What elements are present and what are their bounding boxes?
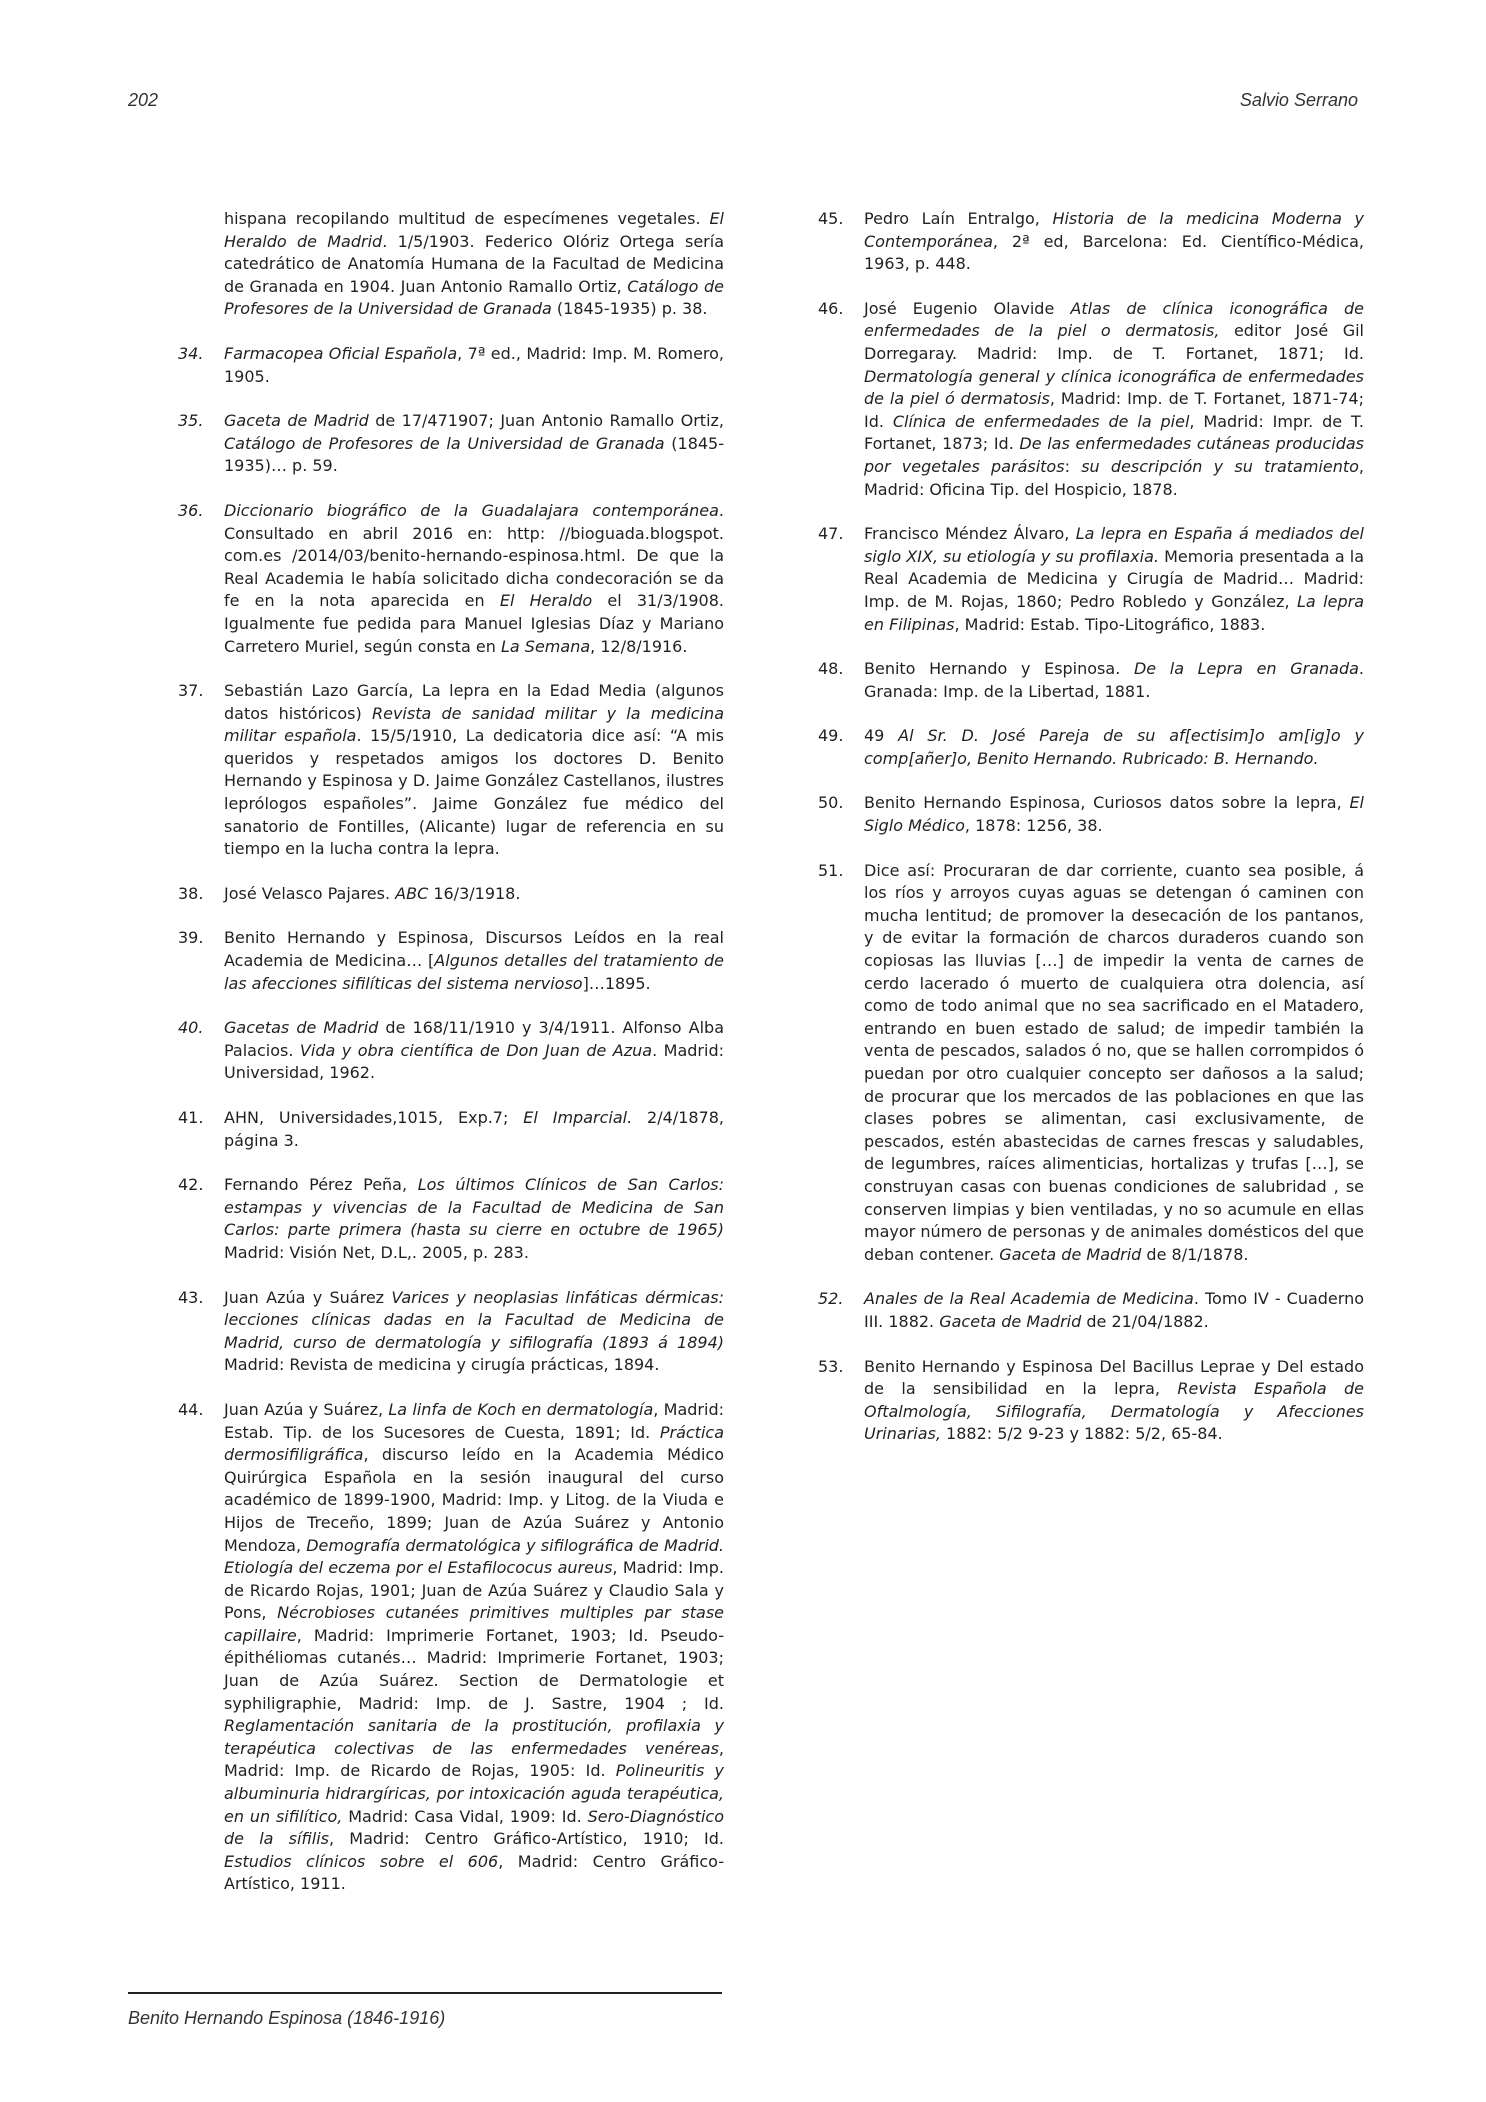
note-text: Benito Hernando y Espinosa.: [864, 659, 1134, 679]
note-italic-text: Catálogo de Profesores de la Universidad de Granada: [224, 276, 724, 319]
note-text: Madrid: Visión Net, D.L,. 2005, p. 283.: [224, 1242, 529, 1262]
footnote-50: [818, 792, 1364, 837]
note-italic-text: Gaceta de Madrid: [224, 411, 369, 431]
note-italic-text: Gaceta de Madrid: [939, 1311, 1082, 1331]
note-text: , Madrid: Imprimerie Fortanet, 1903; Id. Pseudo-épithéliomas cutanés… Madrid: Imprimerie Fortanet, 1903; Juan de Azúa Suárez. Section de Dermatologie et syphiligraphie, Madrid: Imp. de J. Sastre, 1904 ; Id.: [224, 1625, 724, 1713]
note-text: Dice así: Procuraran de dar corriente, cuanto sea posible, á los ríos y arroyos cuyas aguas se detengan ó caminen con mucha lentitud; de promover la desecación de los pantanos, y de evitar la formación de charcos duraderos cuando son copiosas las lluvias […] de impedir la venta de carnes de cerdo lacerado ó muerto de cualquiera otra dolencia, así como de todo animal que no sea sacrificado en el Matadero, entrando en buen estado de salud; de impedir también la venta de pescados, salados ó no, que se hallen corrompidos ó puedan por otro cualquier concepto ser dañosos a la salud; de procurar que los mercados de las poblaciones en que las clases pobres se alimentan, casi exclusivamente, de pescados, estén abastecidas de carnes frescas y saludables, de legumbres, raíces alimenticias, hortalizas y trufas […], se construyan casas con buenas condiciones de salubridad , se conserven limpias y bien ventiladas, y no so acumule en ellas mayor número de personas y de animales domésticos del que deban contener.: [864, 860, 1364, 1264]
footnote-52: [818, 1288, 1364, 1333]
running-head-author: Salvio Serrano: [1239, 90, 1358, 110]
page-number: 202: [128, 90, 159, 110]
note-text: , 1878: 1256, 38.: [964, 816, 1103, 836]
note-italic-text: Reglamentación sanitaria de la prostitución, profilaxia y terapéutica colectivas de las enfermedades venéreas: [224, 1716, 724, 1758]
note-text: , Madrid: Impr. de T. Fortanet, 1873; Id.: [864, 411, 1364, 454]
note-italic-text: Estudios clínicos sobre el 606: [224, 1851, 499, 1871]
footnote-43: [178, 1287, 724, 1377]
note-italic-text: De la Lepra en Granada: [1133, 659, 1359, 679]
note-italic-text: La lepra en Filipinas: [864, 591, 1365, 634]
footnote-39: [178, 927, 724, 995]
note-italic-text: Gacetas de Madrid: [224, 1018, 379, 1038]
left-notes-list: [178, 343, 724, 1896]
note-italic-text: Dermatología general y clínica iconográfica de enfermedades de la piel ó dermatosis: [864, 366, 1364, 409]
note-italic-text: Demografía dermatológica y sifilográfica de Madrid. Etiología del eczema por el Estafilococus aureus: [224, 1535, 725, 1578]
footnote-number: 41.: [178, 1108, 204, 1127]
note-italic-text: Polineuritis y albuminuria hidrargíricas, por intoxicación aguda terapéutica, en un sifilítico,: [224, 1761, 724, 1826]
note-text: (1845-1935) p. 38.: [551, 299, 708, 319]
footnote-number: 48.: [818, 659, 844, 679]
footnote-48: [818, 658, 1364, 703]
footnote-number: 42.: [178, 1175, 204, 1195]
note-italic-text: Catálogo de Profesores de la Universidad de Granada: [224, 433, 665, 453]
note-text: Sebastián Lazo García, La lepra en la Edad Media (algunos datos históricos): [224, 681, 724, 723]
note-text: José Eugenio Olavide: [864, 298, 1071, 318]
note-text: , Madrid: Imp. de Ricardo de Rojas, 1905: Id.: [224, 1738, 724, 1781]
note-text: Madrid: Casa Vidal, 1909: Id.: [342, 1806, 588, 1826]
note-italic-text: Revista de sanidad militar y la medicina militar española: [224, 703, 724, 746]
right-notes-list: [818, 208, 1364, 1446]
note-text: de 17/471907; Juan Antonio Ramallo Ortiz,: [368, 411, 724, 431]
footnote-number: 46.: [818, 298, 844, 318]
note-text: 16/3/1918.: [428, 883, 521, 903]
note-text: Pedro Laín Entralgo,: [864, 209, 1053, 228]
note-text: 1882: 5/2 9-23 y 1882: 5/2, 65-84.: [940, 1424, 1223, 1444]
note-italic-text: El Imparcial.: [523, 1108, 633, 1127]
note-text: hispana recopilando multitud de especímenes vegetales.: [224, 209, 710, 228]
note-italic-text: Atlas de clínica iconográfica de enfermedades de la piel o dermatosis,: [864, 298, 1364, 341]
note-text: Fernando Pérez Peña,: [224, 1175, 418, 1195]
footnote-45: [818, 208, 1364, 276]
footnote-number: 52.: [818, 1289, 844, 1309]
note-text: ]…1895.: [582, 973, 651, 993]
note-text: , discurso leído en la Academia Médico Quirúrgica Española en la sesión inaugural del curso académico de 1899-1900, Madrid: Imp. y Litog. de la Viuda e Hijos de Treceño, 1899; Juan de Azúa Suárez y Antonio Mendoza,: [224, 1445, 724, 1555]
note-text: Benito Hernando y Espinosa Del Bacillus Leprae y Del estado de la sensibilidad en la lepra,: [864, 1356, 1364, 1399]
footnote-number: 51.: [818, 860, 844, 880]
footnote-47: [818, 523, 1364, 636]
note-text: , 7ª ed., Madrid: Imp. M. Romero, 1905.: [224, 343, 725, 386]
note-text: . Tomo IV - Cuaderno III. 1882.: [864, 1289, 1365, 1331]
note-continuation: [178, 208, 724, 321]
footnote-number: 44.: [178, 1399, 204, 1419]
footnote-42: [178, 1174, 724, 1264]
note-italic-text: Vida y obra científica de Don Juan de Azua: [299, 1040, 653, 1060]
note-italic-text: El Heraldo de Madrid: [224, 209, 724, 251]
footnote-number: 47.: [818, 524, 844, 544]
note-text: Benito Hernando y Espinosa, Discursos Leídos en la real Academia de Medicina… [: [224, 928, 724, 971]
note-text: , 2ª ed, Barcelona: Ed. Científico-Médica, 1963, p. 448.: [864, 231, 1364, 274]
note-italic-text: El Siglo Médico: [864, 793, 1364, 836]
note-text: . 15/5/1910, La dedicatoria dice así: “A mis queridos y respetados amigos los doctores D. Benito Hernando y Espinosa y D. Jaime González Castellanos, ilustres leprólogos españoles”. Jaime González fue médico del sanatorio de Fontilles, (Alicante) lugar de referencia en su tiempo en la lucha contra la lepra.: [224, 726, 724, 859]
note-text: , Madrid: Imp. de Ricardo Rojas, 1901; Juan de Azúa Suárez y Claudio Sala y Pons,: [224, 1558, 724, 1623]
note-text: José Velasco Pajares.: [224, 883, 396, 903]
note-italic-text: Varices y neoplasias linfáticas dérmicas: lecciones clínicas dadas en la Facultad de Medicina de Madrid, curso de dermatología y sifilografía (1893 á 1894): [224, 1287, 724, 1352]
note-italic-text: De las enfermedades cutáneas producidas por vegetales parásitos: [864, 434, 1365, 476]
footnote-number: 38.: [178, 883, 204, 903]
note-text: . 1/5/1903. Federico Olóriz Ortega sería catedrático de Anatomía Humana de la Facultad de Medicina de Granada en 1904. Juan Antonio Ramallo Ortiz,: [224, 231, 725, 296]
note-italic-text: La lepra en España á mediados del siglo XIX, su etiología y su profilaxia.: [864, 524, 1364, 566]
footnote-37: [178, 680, 724, 861]
note-text: , Madrid: Estab. Tip. de los Sucesores de Cuesta, 1891; Id.: [224, 1399, 725, 1442]
note-text: Memoria presentada a la Real Academia de Medicina y Cirugía de Madrid… Madrid: Imp. de M. Rojas, 1860; Pedro Robledo y González,: [864, 546, 1364, 611]
notes-column-left: [178, 208, 724, 1918]
note-text: de 8/1/1878.: [1141, 1244, 1249, 1264]
footnote-number: 43.: [178, 1287, 204, 1307]
note-text: AHN, Universidades,1015, Exp.7;: [224, 1108, 524, 1127]
note-italic-text: Al Sr. D. José Pareja de su af[ectisim]o am[ig]o y comp[añer]o, Benito Hernando. Rubricado: B. Hernando.: [864, 726, 1364, 768]
footer-book-title: Benito Hernando Espinosa (1846-1916): [128, 2008, 446, 2028]
note-italic-text: La linfa de Koch en dermatología: [388, 1399, 654, 1419]
notes-column-right: [818, 208, 1364, 1468]
note-text: de 21/04/1882.: [1081, 1311, 1209, 1331]
footnote-number: 35.: [178, 411, 204, 431]
footnote-41: [178, 1107, 724, 1152]
note-italic-text: Algunos detalles del tratamiento de las afecciones sifilíticas del sistema nervioso: [224, 951, 724, 993]
footnote-number: 49.: [818, 726, 844, 746]
note-text: , Madrid: Centro Gráfico-Artístico, 1910; Id.: [328, 1829, 725, 1849]
footnote-number: 53.: [818, 1356, 844, 1376]
note-text: , Madrid: Centro Gráfico-Artístico, 1911.: [224, 1851, 725, 1894]
note-italic-text: La Semana: [501, 636, 591, 656]
footnote-number: 40.: [178, 1018, 204, 1038]
footnote-40: [178, 1017, 724, 1085]
note-italic-text: Los últimos Clínicos de San Carlos: estampas y vivencias de la Facultad de Medicina de San Carlos: parte primera (hasta su cierre en octubre de 1965): [224, 1175, 724, 1240]
note-text: Madrid: Revista de medicina y cirugía prácticas, 1894.: [224, 1355, 660, 1375]
note-italic-text: Anales de la Real Academia de Medicina: [864, 1289, 1194, 1309]
footnote-number: 34.: [178, 343, 204, 363]
note-text: (1845-1935)… p. 59.: [224, 433, 724, 476]
note-text: de 168/11/1910 y 3/4/1911. Alfonso Alba Palacios.: [224, 1018, 724, 1060]
footnote-51: [818, 860, 1364, 1267]
footnote-34: [178, 343, 724, 388]
note-text: :: [1064, 456, 1082, 476]
footer-rule: [128, 1992, 722, 1994]
note-text: . Granada: Imp. de la Libertad, 1881.: [864, 659, 1364, 701]
footnote-number: 45.: [818, 209, 844, 228]
footnote-number: 37.: [178, 681, 204, 701]
note-italic-text: Clínica de enfermedades de la piel: [892, 411, 1190, 431]
footnote-number: 50.: [818, 793, 844, 813]
footnote-38: [178, 883, 724, 906]
note-text: , 12/8/1916.: [590, 636, 688, 656]
note-text: Francisco Méndez Álvaro,: [864, 524, 1076, 544]
note-text: Benito Hernando Espinosa, Curiosos datos sobre la lepra,: [864, 793, 1350, 813]
note-italic-text: Revista Española de Oftalmología, Sifilografía, Dermatología y Afecciones Urinarias,: [864, 1379, 1365, 1444]
note-text: . Consultado en abril 2016 en: http: //bioguada.blogspot. com.es /2014/03/benito-hernando-espinosa.html. De que la Real Academia le había solicitado dicha condecoración se da fe en la nota aparecida en: [224, 500, 724, 611]
note-italic-text: Historia de la medicina Moderna y Contemporánea: [864, 209, 1364, 251]
footnote-53: [818, 1356, 1364, 1446]
note-italic-text: Gaceta de Madrid: [999, 1244, 1142, 1264]
note-italic-text: Sero-Diagnóstico de la sífilis: [224, 1806, 724, 1849]
note-italic-text: su descripción y su tratamiento: [1081, 456, 1359, 476]
note-italic-text: Farmacopea Oficial Española: [224, 343, 458, 363]
note-italic-text: Diccionario biográfico de la Guadalajara contemporánea: [224, 500, 719, 520]
footnote-number: 39.: [178, 928, 204, 948]
note-italic-text: Nécrobioses cutanées primitives multiples par stase capillaire: [224, 1603, 725, 1645]
note-text: , Madrid: Imp. de T. Fortanet, 1871-74; Id.: [864, 389, 1365, 431]
note-text: , Madrid: Oficina Tip. del Hospicio, 1878.: [864, 456, 1365, 499]
note-text: . Madrid: Universidad, 1962.: [224, 1040, 725, 1083]
note-text: 49: [864, 726, 899, 746]
footnote-35: [178, 410, 724, 478]
note-italic-text: ABC: [395, 883, 429, 903]
footnote-44: [178, 1399, 724, 1896]
note-text: 2/4/1878, página 3.: [224, 1108, 724, 1150]
note-text: Juan Azúa y Suárez: [224, 1287, 392, 1307]
note-text: Juan Azúa y Suárez,: [224, 1399, 389, 1419]
footnote-36: [178, 500, 724, 658]
note-italic-text: El Heraldo: [499, 591, 593, 611]
footnote-number: 36.: [178, 500, 204, 520]
footnote-49: [818, 725, 1364, 770]
note-text: el 31/3/1908. Igualmente fue pedida para Manuel Iglesias Díaz y Mariano Carretero Muriel, según consta en: [224, 591, 724, 656]
note-text: editor José Gil Dorregaray. Madrid: Imp. de T. Fortanet, 1871; Id.: [864, 321, 1364, 363]
note-text: , Madrid: Estab. Tipo-Litográfico, 1883.: [954, 614, 1266, 634]
note-italic-text: Práctica dermosifiligráfica: [224, 1422, 724, 1465]
footnote-46: [818, 298, 1364, 501]
